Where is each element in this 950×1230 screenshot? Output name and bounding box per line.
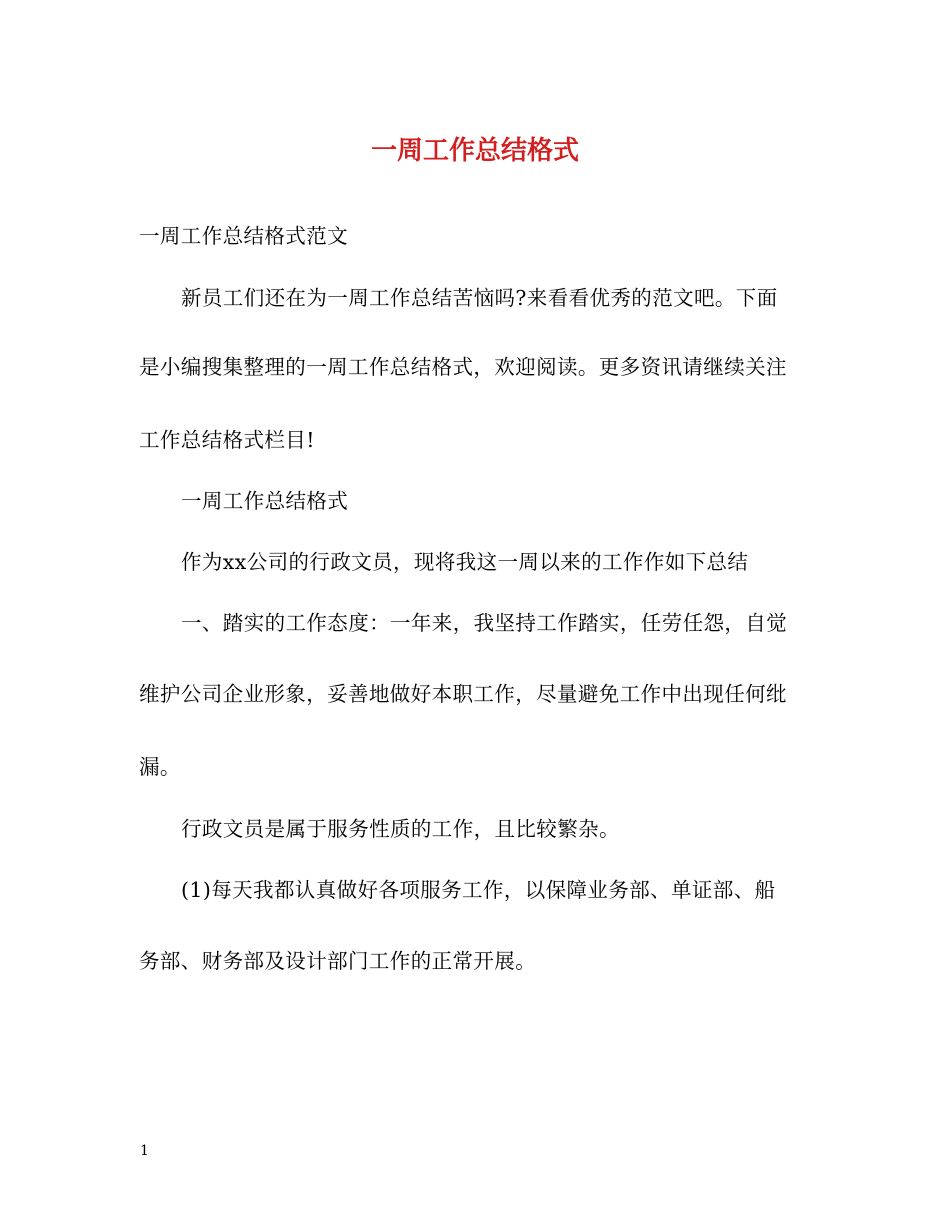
page-number: 1	[140, 1143, 149, 1159]
document-line: 作为xx公司的行政文员，现将我这一周以来的工作作如下总结	[181, 550, 749, 574]
document-line: 维护公司企业形象，妥善地做好本职工作，尽量避免工作中出现任何纰	[139, 682, 787, 706]
document-line: 是小编搜集整理的一周工作总结格式，欢迎阅读。更多资讯请继续关注	[139, 355, 787, 379]
document-line: 工作总结格式栏目!	[139, 428, 315, 452]
document-line: 漏。	[139, 755, 181, 779]
document-line: 一周工作总结格式	[181, 489, 349, 513]
document-line: 一周工作总结格式范文	[139, 224, 348, 248]
document-line: (1)每天我都认真做好各项服务工作，以保障业务部、单证部、船	[181, 878, 776, 902]
document-line: 一、踏实的工作态度：一年来，我坚持工作踏实，任劳任怨，自觉	[181, 611, 788, 635]
page-title: 一周工作总结格式	[370, 136, 579, 166]
document-line: 务部、财务部及设计部门工作的正常开展。	[139, 949, 537, 973]
document-line: 行政文员是属于服务性质的工作，且比较繁杂。	[181, 817, 620, 841]
document-line: 新员工们还在为一周工作总结苦恼吗?来看看优秀的范文吧。下面	[181, 286, 778, 310]
